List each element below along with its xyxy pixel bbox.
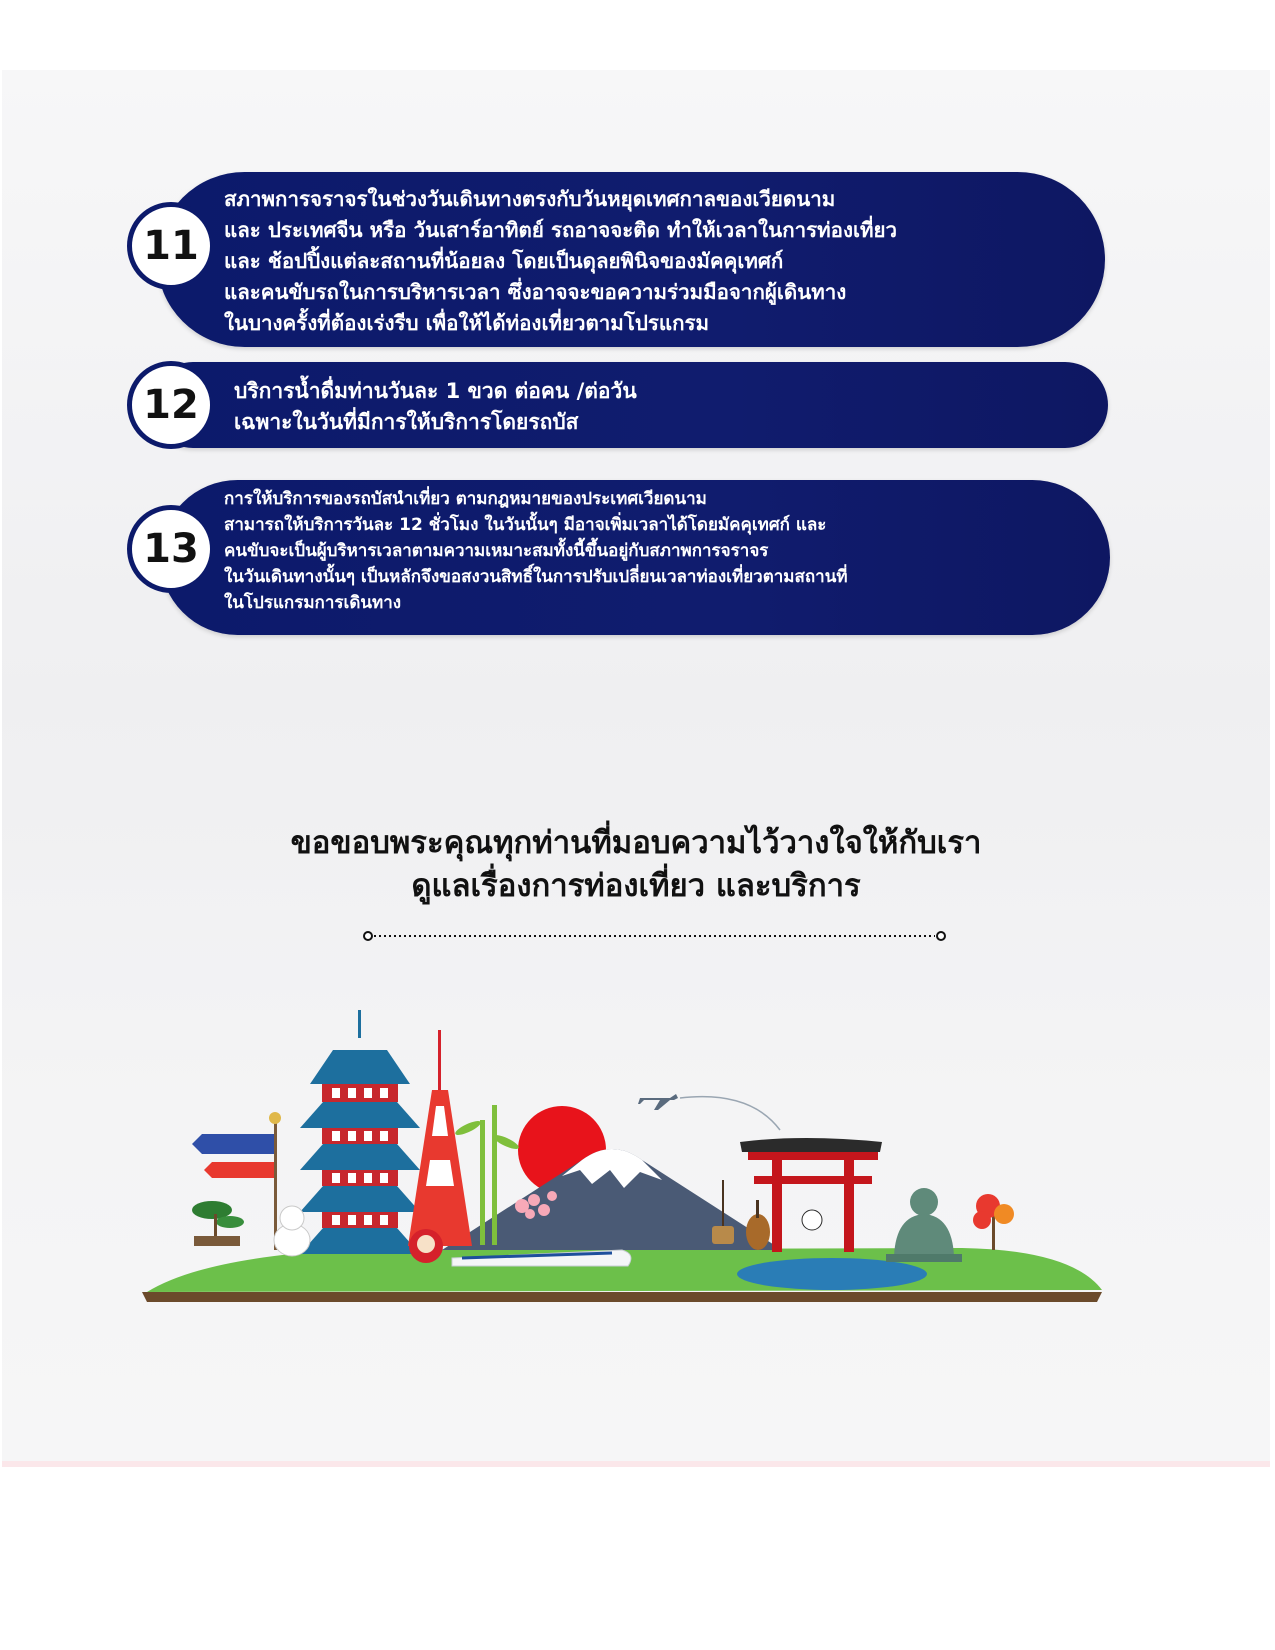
tokyo-tower-icon (408, 1030, 472, 1246)
condition-item-13 (2, 70, 1270, 670)
biwa-icon (746, 1200, 770, 1250)
maneki-neko-icon (274, 1206, 310, 1256)
text-line: สามารถให้บริการวันละ 12 ชั่วโมง ในวันนั้นๆ มีอาจเพิ่มเวลาได้โดยมัคคุเทศก์ และ (224, 515, 827, 535)
text-line: ในโปรแกรมการเดินทาง (224, 593, 402, 613)
thank-you-line-2: ดูแลเรื่องการท่องเที่ยว และบริการ (411, 868, 861, 904)
pagoda-icon (300, 1010, 420, 1254)
content-panel (2, 70, 1270, 1467)
item-number-badge: 11 (127, 202, 215, 290)
item-number-badge: 13 (127, 505, 215, 593)
bonsai-icon (192, 1201, 244, 1246)
pond-icon (737, 1258, 927, 1290)
maple-tree-icon (973, 1194, 1014, 1250)
koinobori-icon (192, 1112, 281, 1250)
text-line: คนขับจะเป็นผู้บริหารเวลาตามความเหมาะสมทั้งนี้ขึ้นอยู่กับสภาพการจราจร (224, 541, 769, 561)
text-line: ในวันเดินทางนั้นๆ เป็นหลักจึงขอสงวนสิทธิ์ในการปรับเปลี่ยนเวลาท่องเที่ยวตามสถานที่ (224, 567, 848, 587)
thank-you-line-1: ขอขอบพระคุณทุกท่านที่มอบความไว้วางใจให้กับเรา (290, 825, 982, 861)
condition-text-13 (224, 486, 848, 616)
item-number-badge: 12 (127, 361, 215, 449)
buddha-statue-icon (886, 1188, 962, 1262)
dotted-divider (362, 930, 947, 942)
thank-you-message (2, 822, 1270, 908)
text-line: ในบางครั้งที่ต้องเร่งรีบ เพื่อให้ได้ท่องเที่ยวตามโปรแกรม (224, 311, 710, 335)
daruma-icon (409, 1229, 443, 1263)
text-line: เฉพาะในวันที่มีการให้บริการโดยรถบัส (234, 410, 579, 434)
text-line: บริการน้ำดื่มท่านวันละ 1 ขวด ต่อคน /ต่อวัน (234, 379, 637, 403)
text-line: และ ช้อปปิ้งแต่ละสถานที่น้อยลง โดยเป็นดุลยพินิจของมัคคุเทศก์ (224, 249, 784, 273)
text-line: และ ประเทศจีน หรือ วันเสาร์อาทิตย์ รถอาจจะติด ทำให้เวลาในการท่องเที่ยว (224, 218, 898, 242)
text-line: การให้บริการของรถบัสนำเที่ยว ตามกฎหมายของประเทศเวียดนาม (224, 489, 707, 509)
japan-travel-illustration (142, 1010, 1152, 1330)
text-line: สภาพการจราจรในช่วงวันเดินทางตรงกับวันหยุดเทศกาลของเวียดนาม (224, 187, 836, 211)
text-line: และคนขับรถในการบริหารเวลา ซึ่งอาจจะขอความร่วมมือจากผู้เดินทาง (224, 280, 847, 304)
airplane-icon (638, 1094, 780, 1130)
